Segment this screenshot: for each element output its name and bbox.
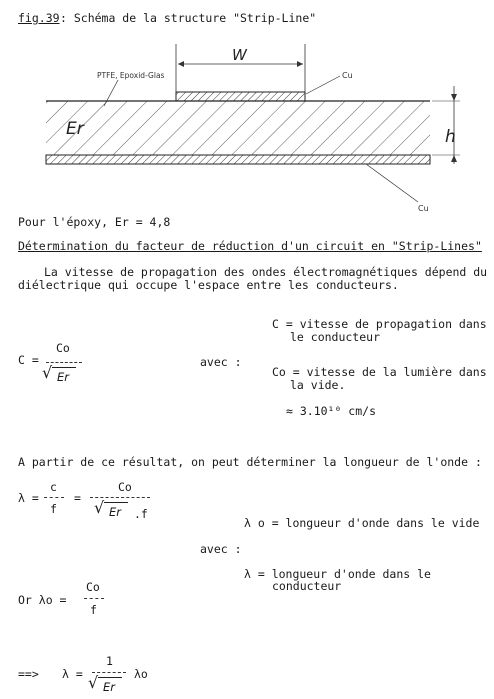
eq2-c: c <box>50 480 57 494</box>
strip-line-diagram <box>0 30 494 220</box>
section-heading: Détermination du facteur de réduction d'un circuit en "Strip-Lines" <box>18 239 482 253</box>
eq2-er: Er <box>109 505 121 519</box>
eq4-sqrt-sign: √ <box>88 673 99 692</box>
label-w: W <box>232 46 247 64</box>
figure-title: : Schéma de la structure "Strip-Line" <box>60 11 317 25</box>
eq1-numerator: Co <box>56 341 70 355</box>
eq4-arrow: ==> <box>18 667 39 681</box>
eq1-avec: avec : <box>200 355 242 369</box>
top-copper-strip <box>176 92 305 101</box>
eq2-lambda: λ = <box>18 491 39 505</box>
eq4-numerator: 1 <box>106 654 113 668</box>
speed-of-light-value: ≈ 3.10¹⁰ cm/s <box>286 404 377 418</box>
eq3-fraction-bar <box>84 598 104 599</box>
eq3-lhs: Or λo = <box>18 593 67 607</box>
ground-copper <box>46 155 430 164</box>
eq4-sqrt-bar <box>98 677 122 678</box>
eq1-denominator: Er <box>57 370 69 384</box>
def-lambda-line-1: λ = longueur d'onde dans le <box>244 567 431 581</box>
eq2-co: Co <box>118 480 132 494</box>
eq1-sqrt-sign: √ <box>42 363 53 382</box>
eq2-sqrt-sign: √ <box>94 498 105 517</box>
def-co-line-2: la vide. <box>290 378 346 392</box>
eq2-f: f <box>50 502 57 516</box>
eq2-frac1-bar <box>44 497 64 498</box>
label-material: PTFE, Epoxid-Glas <box>97 71 165 80</box>
eq3-denominator: f <box>90 603 97 617</box>
cu-top-leader <box>306 76 340 94</box>
def-c-line-1: C = vitesse de propagation dans <box>272 317 487 331</box>
cu-bottom-leader <box>366 164 418 202</box>
epoxy-permittivity: Pour l'époxy, Er = 4,8 <box>18 215 171 229</box>
w-arrow-left <box>178 61 184 67</box>
figure-ref: fig.39 <box>18 11 60 25</box>
eq4-denominator: Er <box>103 680 115 694</box>
eq3-numerator: Co <box>86 580 100 594</box>
paragraph-2: A partir de ce résultat, on peut déterminer la longueur de l'onde : <box>18 455 482 469</box>
label-er: Er <box>66 119 84 139</box>
eq4-lambda: λ = <box>62 667 83 681</box>
eq2-dot-f: .f <box>134 507 148 521</box>
label-cu-top: Cu <box>342 71 353 80</box>
eq4-lambda0: λo <box>134 667 148 681</box>
eq2-sqrt-bar <box>104 502 128 503</box>
paragraph-1-line-1: La vitesse de propagation des ondes électromagnétiques dépend du <box>44 265 488 279</box>
eq2-avec: avec : <box>200 542 242 556</box>
eq1-sqrt-bar <box>52 367 76 368</box>
label-cu-bottom: Cu <box>418 204 429 213</box>
w-arrow-right <box>297 61 303 67</box>
eq2-equals: = <box>74 491 81 505</box>
eq1-lhs: C = <box>18 353 39 367</box>
dielectric-slab <box>46 101 430 155</box>
def-co-line-1: Co = vitesse de la lumière dans <box>272 365 487 379</box>
def-lambda0: λ o = longueur d'onde dans le vide <box>244 516 480 530</box>
label-h: h <box>445 127 456 147</box>
def-c-line-2: le conducteur <box>290 330 381 344</box>
paragraph-1-line-2: diélectrique qui occupe l'espace entre les conducteurs. <box>18 278 399 292</box>
def-lambda-line-2: conducteur <box>272 579 342 593</box>
